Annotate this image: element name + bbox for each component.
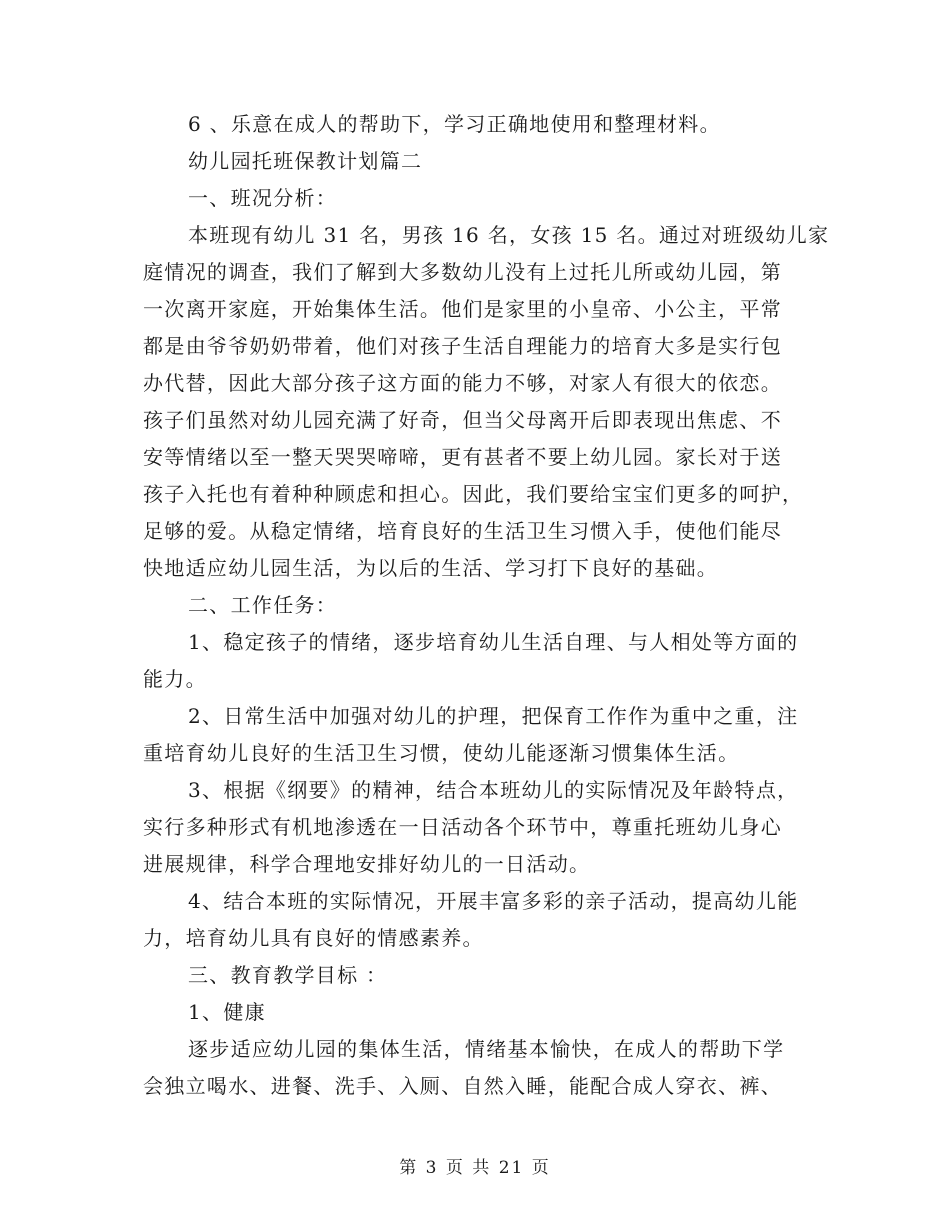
text-line: 幼儿园托班保教计划篇二	[188, 149, 423, 173]
text-line: 本班现有幼儿 31 名，男孩 16 名，女孩 15 名。通过对班级幼儿家	[188, 223, 830, 247]
text-line: 1、稳定孩子的情绪，逐步培育幼儿生活自理、与人相处等方面的	[188, 630, 799, 654]
text-line: 2、日常生活中加强对幼儿的护理，把保育工作作为重中之重，注	[188, 704, 799, 728]
text-line: 都是由爷爷奶奶带着，他们对孩子生活自理能力的培育大多是实行包	[143, 334, 782, 358]
document-body	[143, 106, 830, 1105]
text-line: 安等情绪以至一整天哭哭啼啼，更有甚者不要上幼儿园。家长对于送	[143, 445, 782, 469]
text-line: 一、班况分析：	[188, 186, 338, 210]
text-line: 逐步适应幼儿园的集体生活，情绪基本愉快，在成人的帮助下学	[188, 1037, 785, 1061]
text-line: 实行多种形式有机地渗透在一日活动各个环节中，尊重托班幼儿身心	[143, 815, 782, 839]
text-line: 快地适应幼儿园生活，为以后的生活、学习打下良好的基础。	[143, 556, 719, 580]
text-line: 三、教育教学目标 ：	[188, 963, 388, 987]
text-line: 4、结合本班的实际情况，开展丰富多彩的亲子活动，提高幼儿能	[188, 889, 799, 913]
text-line: 二、工作任务：	[188, 593, 338, 617]
text-line: 重培育幼儿良好的生活卫生习惯，使幼儿能逐渐习惯集体生活。	[143, 741, 740, 765]
text-line: 3、根据《纲要》的精神，结合本班幼儿的实际情况及年龄特点，	[188, 778, 799, 802]
page-number-footer: 第 3 页 共 21 页	[399, 1158, 551, 1178]
text-line: 力，培育幼儿具有良好的情感素养。	[143, 926, 484, 950]
text-line: 办代替，因此大部分孩子这方面的能力不够，对家人有很大的依恋。	[143, 371, 782, 395]
text-line: 足够的爱。从稳定情绪，培育良好的生活卫生习惯入手，使他们能尽	[143, 519, 782, 543]
text-line: 6 、乐意在成人的帮助下，学习正确地使用和整理材料。	[188, 112, 721, 136]
text-line: 能力。	[143, 667, 207, 691]
text-line: 庭情况的调查，我们了解到大多数幼儿没有上过托儿所或幼儿园，第	[143, 260, 782, 284]
text-line: 1、健康	[188, 1000, 266, 1024]
text-line: 孩子们虽然对幼儿园充满了好奇，但当父母离开后即表现出焦虑、不	[143, 408, 782, 432]
text-line: 一次离开家庭，开始集体生活。他们是家里的小皇帝、小公主，平常	[143, 297, 782, 321]
text-line: 会独立喝水、进餐、洗手、入厕、自然入睡，能配合成人穿衣、裤、	[143, 1074, 782, 1098]
text-line: 孩子入托也有着种种顾虑和担心。因此，我们要给宝宝们更多的呵护，	[143, 482, 804, 506]
text-line: 进展规律，科学合理地安排好幼儿的一日活动。	[143, 852, 591, 876]
